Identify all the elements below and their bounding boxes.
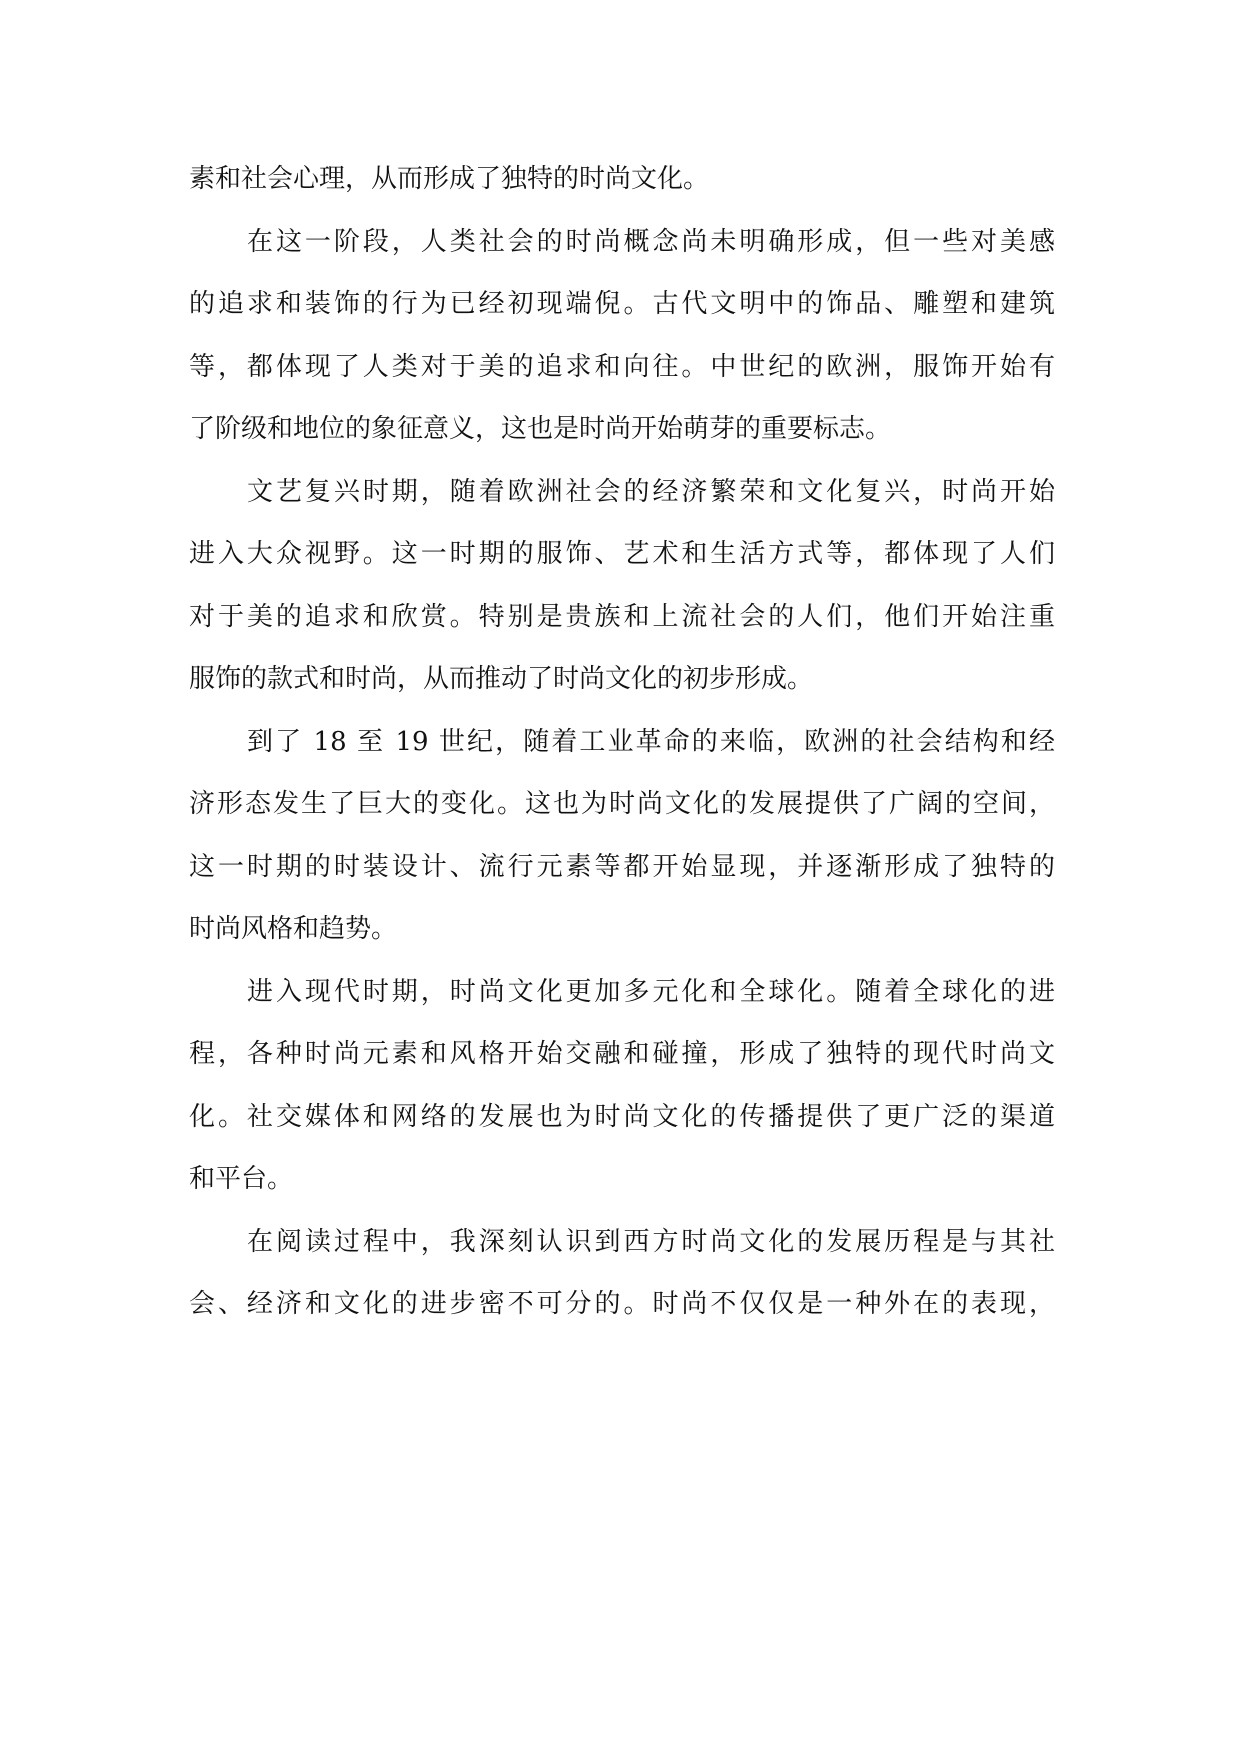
text-line: 会、经济和文化的进步密不可分的。时尚不仅仅是一种外在的表现， xyxy=(189,1289,1055,1319)
text-line: 对于美的追求和欣赏。特别是贵族和上流社会的人们，他们开始注重 xyxy=(189,601,1055,632)
text-line: 进入大众视野。这一时期的服饰、艺术和生活方式等，都体现了人们 xyxy=(189,539,1055,569)
text-line: 时尚风格和趋势。 xyxy=(189,914,398,944)
text-line: 的追求和装饰的行为已经初现端倪。古代文明中的饰品、雕塑和建筑 xyxy=(189,289,1055,319)
text-line: 济形态发生了巨大的变化。这也为时尚文化的发展提供了广阔的空间， xyxy=(189,789,1055,819)
text-line: 和平台。 xyxy=(189,1164,294,1194)
text-line: 化。社交媒体和网络的发展也为时尚文化的传播提供了更广泛的渠道 xyxy=(189,1101,1055,1132)
body-text xyxy=(189,148,1055,1336)
paragraph-first-line: 在这一阶段，人类社会的时尚概念尚未明确形成，但一些对美感 xyxy=(247,226,1055,257)
paragraph-first-line: 到了 18 至 19 世纪，随着工业革命的来临，欧洲的社会结构和经 xyxy=(247,726,1055,757)
paragraph-first-line: 文艺复兴时期，随着欧洲社会的经济繁荣和文化复兴，时尚开始 xyxy=(247,476,1055,507)
paragraph-first-line: 在阅读过程中，我深刻认识到西方时尚文化的发展历程是与其社 xyxy=(247,1226,1055,1257)
text-line: 这一时期的时装设计、流行元素等都开始显现，并逐渐形成了独特的 xyxy=(189,851,1055,882)
text-line: 程，各种时尚元素和风格开始交融和碰撞，形成了独特的现代时尚文 xyxy=(189,1039,1055,1069)
text-line: 等，都体现了人类对于美的追求和向往。中世纪的欧洲，服饰开始有 xyxy=(189,351,1055,382)
text-line: 服饰的款式和时尚，从而推动了时尚文化的初步形成。 xyxy=(189,664,814,694)
paragraph-first-line: 进入现代时期，时尚文化更加多元化和全球化。随着全球化的进 xyxy=(247,976,1055,1007)
text-line: 了阶级和地位的象征意义，这也是时尚开始萌芽的重要标志。 xyxy=(189,414,892,444)
text-line: 素和社会心理，从而形成了独特的时尚文化。 xyxy=(189,164,710,194)
